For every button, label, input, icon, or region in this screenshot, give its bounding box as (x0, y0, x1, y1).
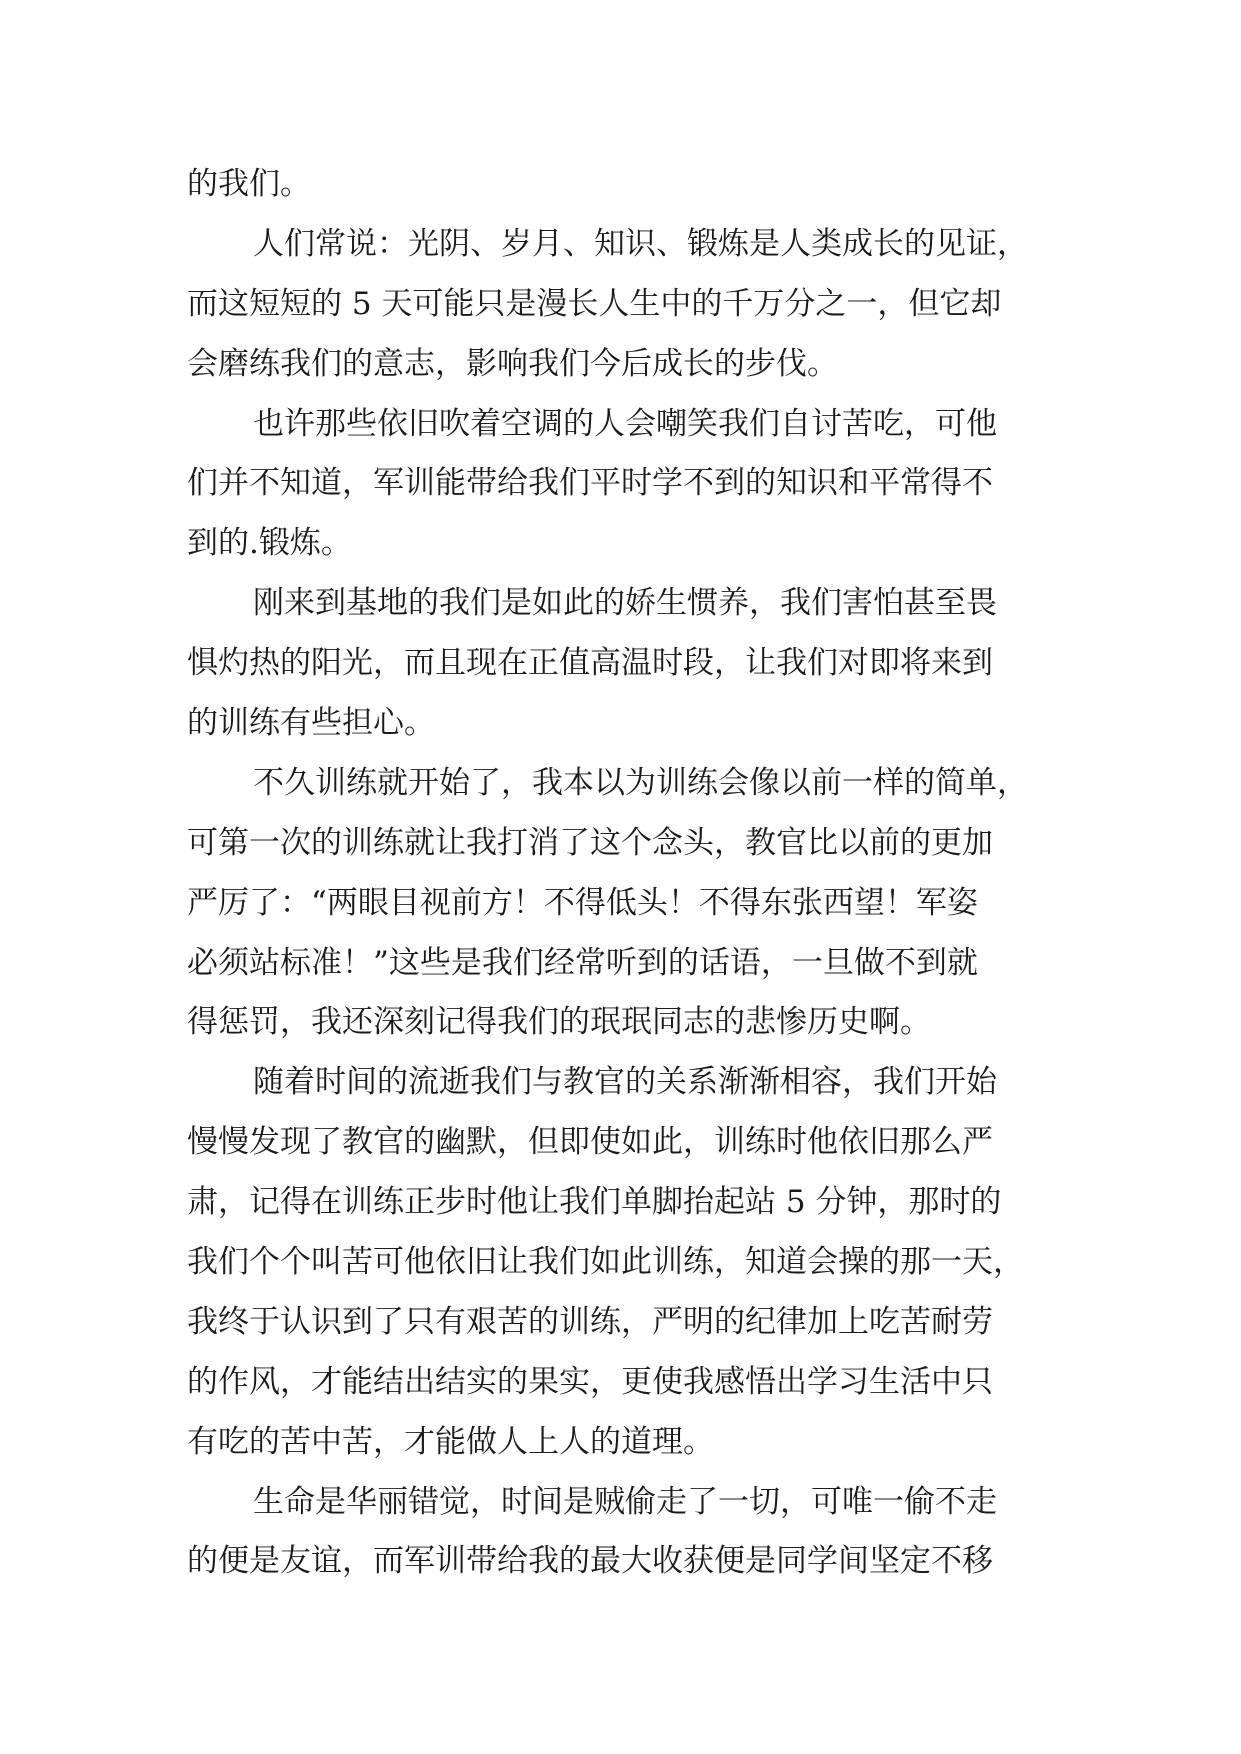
text-line: 人们常说：光阴、岁月、知识、锻炼是人类成长的见证， (253, 225, 1028, 262)
text-line: 慢慢发现了教官的幽默，但即使如此，训练时他依旧那么严 (187, 1124, 993, 1161)
text-line: 的我们。 (187, 166, 311, 202)
text-line: 必须站标准！”这些是我们经常听到的话语，一旦做不到就 (187, 944, 978, 981)
text-line: 会磨练我们的意志，影响我们今后成长的步伐。 (187, 345, 838, 382)
text-line: 的便是友谊，而军训带给我的最大收获便是同学间坚定不移 (187, 1543, 993, 1580)
text-line: 而这短短的 5 天可能只是漫长人生中的千万分之一，但它却 (187, 285, 1002, 322)
text-line: 得惩罚，我还深刻记得我们的珉珉同志的悲惨历史啊。 (187, 1004, 931, 1041)
text-line: 惧灼热的阳光，而且现在正值高温时段，让我们对即将来到 (187, 645, 993, 682)
text-line: 们并不知道，军训能带给我们平时学不到的知识和平常得不 (187, 465, 993, 502)
text-line: 的作风，才能结出结实的果实，更使我感悟出学习生活中只 (187, 1363, 993, 1400)
text-line: 到的.锻炼。 (187, 525, 352, 562)
text-line: 刚来到基地的我们是如此的娇生惯养，我们害怕甚至畏 (253, 585, 997, 622)
text-line: 有吃的苦中苦，才能做人上人的道理。 (187, 1423, 714, 1460)
text-line: 我终于认识到了只有艰苦的训练，严明的纪律加上吃苦耐劳 (187, 1303, 993, 1340)
text-line: 也许那些依旧吹着空调的人会嘲笑我们自讨苦吃，可他 (253, 405, 997, 442)
text-line: 肃，记得在训练正步时他让我们单脚抬起站 5 分钟，那时的 (187, 1184, 1002, 1221)
text-line: 可第一次的训练就让我打消了这个念头，教官比以前的更加 (187, 824, 993, 861)
text-line: 生命是华丽错觉，时间是贼偷走了一切，可唯一偷不走 (253, 1483, 997, 1520)
text-line: 不久训练就开始了，我本以为训练会像以前一样的简单， (253, 764, 1028, 801)
text-line: 随着时间的流逝我们与教官的关系渐渐相容，我们开始 (253, 1064, 997, 1101)
text-line: 我们个个叫苦可他依旧让我们如此训练，知道会操的那一天， (187, 1244, 1024, 1281)
essay-body (187, 155, 1067, 1592)
text-line: 严厉了：“两眼目视前方！不得低头！不得东张西望！军姿 (187, 884, 978, 921)
text-line: 的训练有些担心。 (187, 705, 435, 742)
